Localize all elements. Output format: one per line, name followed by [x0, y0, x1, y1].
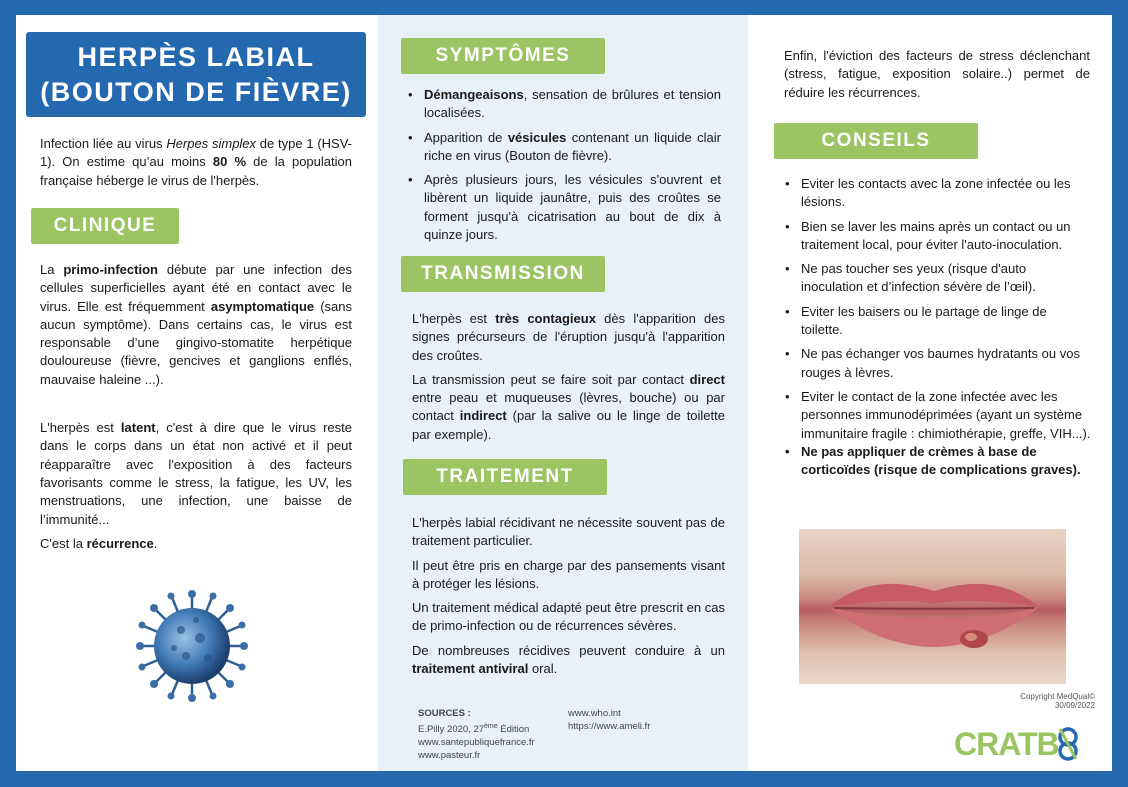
list-item: • Après plusieurs jours, les vésicules s'ouvrent et libèrent un liquide jaunâtre, puis des croûtes se forment jusqu'à cicatrisation au bout de dix à quinze jours.: [408, 172, 721, 243]
virus-illustration: [136, 590, 248, 702]
logo-text: CRATB: [954, 726, 1059, 761]
transmission-text: [412, 310, 725, 444]
source-link: https://www.ameli.fr: [568, 721, 651, 732]
list-item: • Ne pas échanger vos baumes hydratants ou vos rouges à lèvres.: [785, 346, 1080, 380]
source-pilly: E.Pilly 2020, 27ème Édition: [418, 723, 530, 736]
traitement-para-1: L'herpès labial récidivant ne nécessite souvent pas de traitement particulier.: [412, 515, 725, 549]
intro-text: [40, 135, 352, 190]
stress-text: Enfin, l'éviction des facteurs de stress déclenchant (stress, fatigue, exposition solaire..) permet de réduire les récurrences.: [784, 48, 1090, 100]
cratb-logo: [954, 725, 1089, 761]
list-item: • Eviter les contacts avec la zone infectée ou les lésions.: [785, 176, 1071, 210]
heading-traitement: TRAITEMENT: [403, 459, 607, 495]
list-item: • Ne pas appliquer de crèmes à base de corticoïdes (risque de complications graves).: [785, 443, 1081, 478]
list-item: • Apparition de vésicules contenant un liquide clair riche en virus (Bouton de fièvre).: [408, 129, 721, 163]
title-line-2: (BOUTON DE FIÈVRE): [40, 77, 352, 107]
brochure-sheet: [16, 15, 1112, 771]
clinique-para-2: L'herpès est latent, c'est à dire que le virus reste dans le corps dans un état non activé et il peut réapparaître avec l'exposition à des facteurs favorisants comme le stress, la fatigue, les UV, les menstruations, une infection, une baisse de l’immunité...: [40, 420, 352, 527]
conseils-list: [785, 175, 1091, 479]
source-link: www.pasteur.fr: [418, 750, 481, 762]
list-item: • Bien se laver les mains après un contact ou un traitement local, pour éviter l'auto-inoculation.: [785, 218, 1071, 252]
intro-part: Infection liée au virus: [40, 136, 167, 151]
copyright-date: 30/09/2022: [1054, 701, 1095, 710]
traitement-para-4: De nombreuses récidives peuvent conduire à un traitement antiviral oral.: [412, 642, 725, 677]
heading-clinique: CLINIQUE: [31, 208, 179, 244]
list-item: • Eviter le contact de la zone infectée avec les personnes immunodéprimées (ayant un système immunitaire fragile : chimiothérapie, greffe, VIH...).: [785, 388, 1091, 441]
clinique-text: [40, 261, 352, 553]
clinique-para-3: C'est la récurrence.: [40, 535, 158, 551]
symptomes-list: [408, 86, 721, 244]
column-middle: [378, 15, 748, 771]
lips-drawing: [799, 529, 1066, 684]
page-title: [26, 32, 366, 117]
traitement-para-2: Il peut être pris en charge par des pansements visant à protéger les lésions.: [412, 557, 725, 591]
sources-right: [568, 707, 718, 733]
heading-transmission: TRANSMISSION: [401, 256, 605, 292]
sources-left: [418, 707, 568, 762]
source-link: www.who.int: [568, 708, 621, 719]
clinique-para-1: La primo-infection débute par une infection des cellules superficielles ayant été en contact avec le virus. Elle est fréquemment asymptomatique (sans aucun symptôme). Dans certains cas, le virus est responsable d’une gingivo-stomatite herpétique douloureuse (fièvre, gencives et ganglions enflés, mauvaise haleine ...).: [40, 262, 352, 387]
traitement-text: [412, 514, 725, 678]
list-item: • Eviter les baisers ou le partage de linge de toilette.: [785, 303, 1047, 338]
lips-photo: [799, 529, 1066, 684]
intro-part: de la population française héberge le virus de l'herpès.: [40, 154, 352, 188]
intro-virus-name: Herpes simplex: [166, 136, 257, 151]
intro-part: de type 1 (HSV-1). On estime qu’au moins: [40, 136, 352, 170]
list-item: • Ne pas toucher ses yeux (risque d'auto inoculation et d’infection sévère de l’œil).: [785, 261, 1036, 295]
intro-percent: 80 %: [212, 154, 247, 170]
transmission-para-2: La transmission peut se faire soit par contact direct entre peau et muqueuses (lèvres, bouche) ou par contact indirect (par la salive ou le linge de toilette par exemple).: [412, 371, 725, 442]
title-line-1: HERPÈS LABIAL: [77, 42, 315, 72]
transmission-para-1: L'herpès est très contagieux dès l'apparition des signes précurseurs de l'éruption jusqu'à l'apparition des croûtes.: [412, 311, 725, 363]
copyright-line: Copyright MedQual©: [1020, 692, 1095, 701]
column-right: [749, 15, 1112, 771]
source-link: www.santepubliquefrance.fr: [418, 737, 535, 749]
heading-conseils: CONSEILS: [774, 123, 978, 159]
traitement-para-3: Un traitement médical adapté peut être prescrit en cas de primo-infection ou de récurrences sévères.: [412, 600, 725, 634]
column-left: [16, 15, 376, 771]
heading-symptomes: SYMPTÔMES: [401, 38, 605, 74]
list-item: • Démangeaisons, sensation de brûlures et tension localisées.: [408, 87, 721, 121]
sources-label: SOURCES :: [418, 708, 471, 719]
copyright: [949, 692, 1095, 710]
